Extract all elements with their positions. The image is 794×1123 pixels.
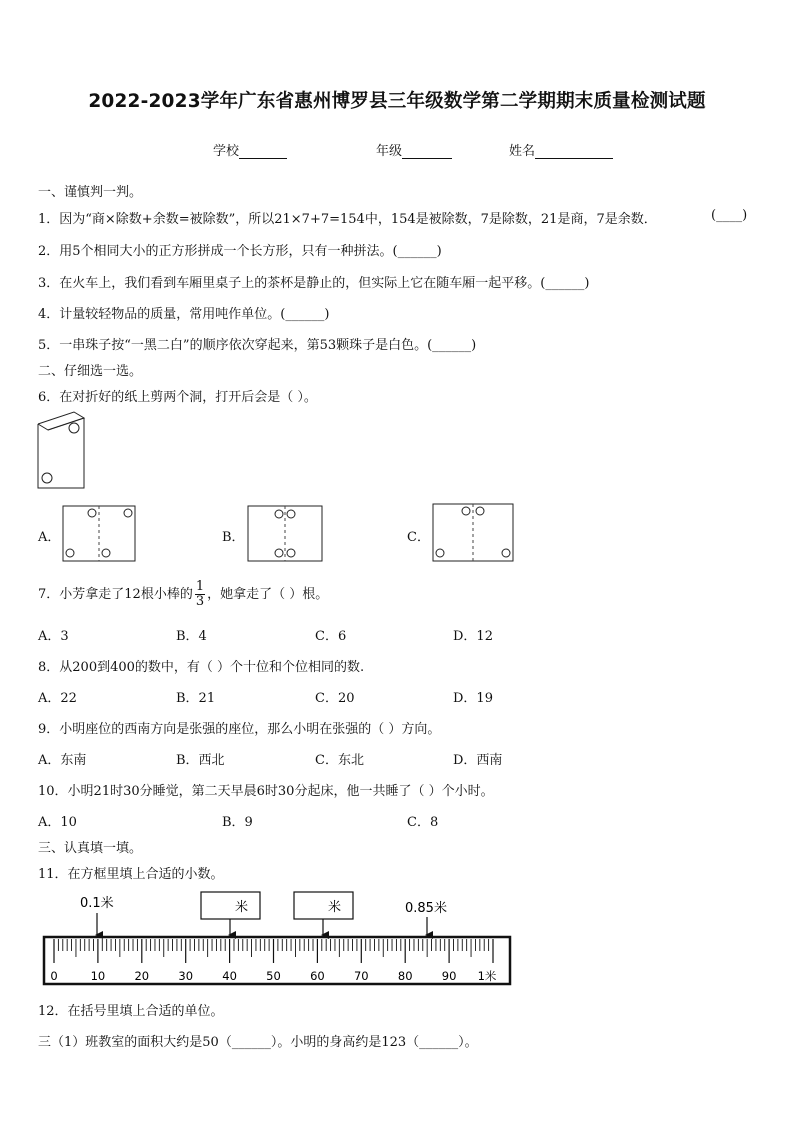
question-7-text-after: ，她拿走了（ ）根。 bbox=[207, 587, 329, 602]
q6-option-c-figure[interactable] bbox=[432, 503, 514, 563]
ruler-tick-label: 60 bbox=[310, 969, 325, 983]
grade-field[interactable] bbox=[376, 140, 452, 159]
school-field[interactable] bbox=[213, 140, 287, 159]
q6-option-b-label[interactable]: B． bbox=[222, 530, 245, 545]
fraction-one-third bbox=[195, 580, 205, 609]
fraction-numerator: 1 bbox=[195, 579, 205, 594]
ruler-label-left: 0.1米 bbox=[80, 896, 114, 911]
q9-option-c[interactable]: C．东北 bbox=[315, 753, 364, 768]
ruler-figure bbox=[38, 885, 516, 995]
q7-option-b[interactable]: B．4 bbox=[176, 629, 207, 644]
section-fill-heading: 三、认真填一填。 bbox=[38, 841, 143, 856]
answer-box-2-unit: 米 bbox=[328, 900, 342, 915]
q8-option-d[interactable]: D．19 bbox=[453, 691, 493, 706]
question-8: 8．从200到400的数中，有（ ）个十位和个位相同的数. bbox=[38, 660, 365, 675]
ruler-label-right: 0.85米 bbox=[405, 901, 447, 916]
fraction-denominator: 3 bbox=[195, 594, 205, 609]
q6-option-c-label[interactable]: C． bbox=[407, 530, 430, 545]
ruler-tick-label: 10 bbox=[90, 969, 106, 983]
question-4[interactable]: 4．计量较轻物品的质量，常用吨作单位。(______) bbox=[38, 307, 330, 322]
q10-option-b[interactable]: B．9 bbox=[222, 815, 253, 830]
ruler-tick-label: 40 bbox=[222, 969, 237, 983]
section-judge-heading: 一、谨慎判一判。 bbox=[38, 185, 143, 200]
question-1-answer[interactable]: (____) bbox=[711, 208, 748, 223]
q10-option-c[interactable]: C．8 bbox=[407, 815, 439, 830]
exam-title: 2022-2023学年广东省惠州博罗县三年级数学第二学期期末质量检测试题 bbox=[88, 91, 706, 112]
question-1: 1．因为“商×除数+余数=被除数”，所以21×7+7=154中，154是被除数，7是除数，21是商，7是余数． bbox=[38, 212, 657, 227]
question-2[interactable]: 2．用5个相同大小的正方形拼成一个长方形，只有一种拼法。(______) bbox=[38, 244, 442, 259]
name-label: 姓名 bbox=[509, 144, 536, 159]
q6-option-a-figure[interactable] bbox=[62, 505, 136, 563]
question-7 bbox=[38, 580, 328, 609]
question-7-text-before: 7．小芳拿走了12根小棒的 bbox=[38, 587, 193, 602]
ruler-tick-label: 90 bbox=[441, 969, 457, 983]
answer-box-1[interactable] bbox=[201, 892, 260, 919]
question-6: 6．在对折好的纸上剪两个洞，打开后会是（ ）。 bbox=[38, 390, 317, 405]
q8-option-c[interactable]: C．20 bbox=[315, 691, 355, 706]
question-9: 9．小明座位的西南方向是张强的座位，那么小明在张强的（ ）方向。 bbox=[38, 722, 441, 737]
q9-option-b[interactable]: B．西北 bbox=[176, 753, 225, 768]
q7-option-d[interactable]: D．12 bbox=[453, 629, 493, 644]
ruler-tick-label: 70 bbox=[353, 969, 369, 983]
school-label: 学校 bbox=[213, 144, 240, 159]
ruler-tick-label: 80 bbox=[397, 969, 413, 983]
question-11: 11．在方框里填上合适的小数。 bbox=[38, 867, 224, 882]
question-10: 10．小明21时30分睡觉，第二天早晨6时30分起床，他一共睡了（ ）个小时。 bbox=[38, 784, 494, 799]
q8-option-a[interactable]: A．22 bbox=[38, 691, 77, 706]
section-choose-heading: 二、仔细选一选。 bbox=[38, 364, 143, 379]
q7-option-c[interactable]: C．6 bbox=[315, 629, 347, 644]
ruler-tick-label: 30 bbox=[178, 969, 194, 983]
ruler-tick-label: 1米 bbox=[477, 969, 497, 983]
name-field[interactable] bbox=[509, 140, 613, 159]
answer-box-2[interactable] bbox=[294, 892, 353, 919]
question-12-line[interactable]: 三（1）班教室的面积大约是50（______）。小明的身高约是123（______）。 bbox=[38, 1035, 478, 1050]
q9-option-a[interactable]: A．东南 bbox=[38, 753, 87, 768]
ruler-tick-label: 50 bbox=[266, 969, 281, 983]
q7-option-a[interactable]: A．3 bbox=[38, 629, 69, 644]
folded-paper-figure bbox=[36, 410, 88, 490]
question-3[interactable]: 3．在火车上，我们看到车厢里桌子上的茶杯是静止的，但实际上它在随车厢一起平移。(______) bbox=[38, 276, 590, 291]
q6-option-b-figure[interactable] bbox=[247, 505, 323, 563]
grade-label: 年级 bbox=[376, 144, 403, 159]
q10-option-a[interactable]: A．10 bbox=[38, 815, 77, 830]
question-5[interactable]: 5．一串珠子按“一黑二白”的顺序依次穿起来，第53颗珠子是白色。(______) bbox=[38, 338, 477, 353]
ruler-tick-label: 0 bbox=[50, 969, 58, 983]
ruler-tick-label: 20 bbox=[134, 969, 150, 983]
question-12: 12．在括号里填上合适的单位。 bbox=[38, 1004, 224, 1019]
q8-option-b[interactable]: B．21 bbox=[176, 691, 216, 706]
q6-option-a-label[interactable]: A． bbox=[38, 530, 61, 545]
q9-option-d[interactable]: D．西南 bbox=[453, 753, 503, 768]
answer-box-1-unit: 米 bbox=[235, 900, 249, 915]
